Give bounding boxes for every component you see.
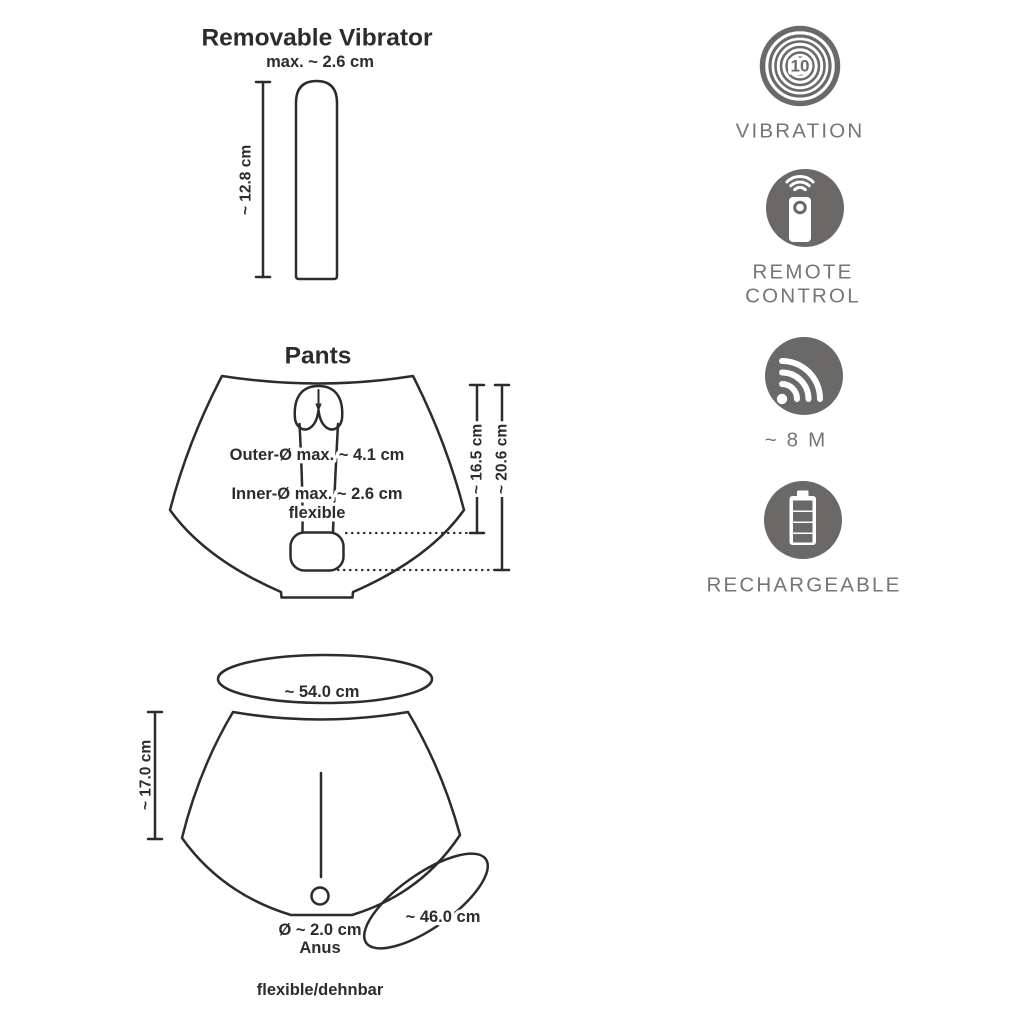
wireless-range-label: ~ 8 M [764,428,828,452]
rechargeable-icon [764,481,842,559]
feature-icon-list [706,29,901,597]
rechargeable-label: RECHARGEABLE [706,573,902,597]
leg-opening-ellipse [351,837,502,965]
anus-diameter-label: Ø ~ 2.0 cm [278,921,362,939]
wireless-range-feature [765,337,843,452]
pants-front-diagram [170,343,511,598]
waist-circumference-label: ~ 54.0 cm [284,683,360,701]
flexible-label: flexible [288,504,346,522]
vibration-icon [763,29,838,104]
vibration-label: VIBRATION [735,119,865,143]
outer-diameter-label: Outer-Ø max. ~ 4.1 cm [229,446,405,464]
vibrator-diagram [201,25,432,280]
rechargeable-feature [706,481,901,597]
sleeve-slit-arrowhead [315,404,321,413]
vibrator-outline [296,81,337,279]
wireless-range-icon [765,337,843,415]
leg-circumference-label: ~ 46.0 cm [405,908,481,926]
vibration-feature [736,29,865,143]
vibrator-title: Removable Vibrator [201,24,433,52]
vibrator-length-label: ~ 12.8 cm [237,144,255,216]
anus-label: Anus [299,939,341,957]
remote-control-feature [745,169,861,308]
remote-control-label-line2: CONTROL [745,284,861,308]
total-depth-label: ~ 20.6 cm [493,423,511,495]
pants-back-diagram [138,655,502,999]
sleeve-depth-label: ~ 16.5 cm [468,423,486,495]
vibrator-diameter-label: max. ~ 2.6 cm [266,53,374,71]
pants-title: Pants [284,342,352,370]
footnote-label: flexible/dehnbar [256,981,384,999]
remote-control-icon [766,169,844,247]
remote-control-label-line1: REMOTE [752,260,854,284]
sleeve-base-outline [291,533,344,571]
vibrator-length-dimension-line [256,82,270,277]
vibration-modes-badge: 10 [790,56,810,76]
inner-diameter-label: Inner-Ø max. ~ 2.6 cm [231,485,403,503]
anus-opening-circle [312,888,329,905]
back-height-label: ~ 17.0 cm [137,739,155,811]
